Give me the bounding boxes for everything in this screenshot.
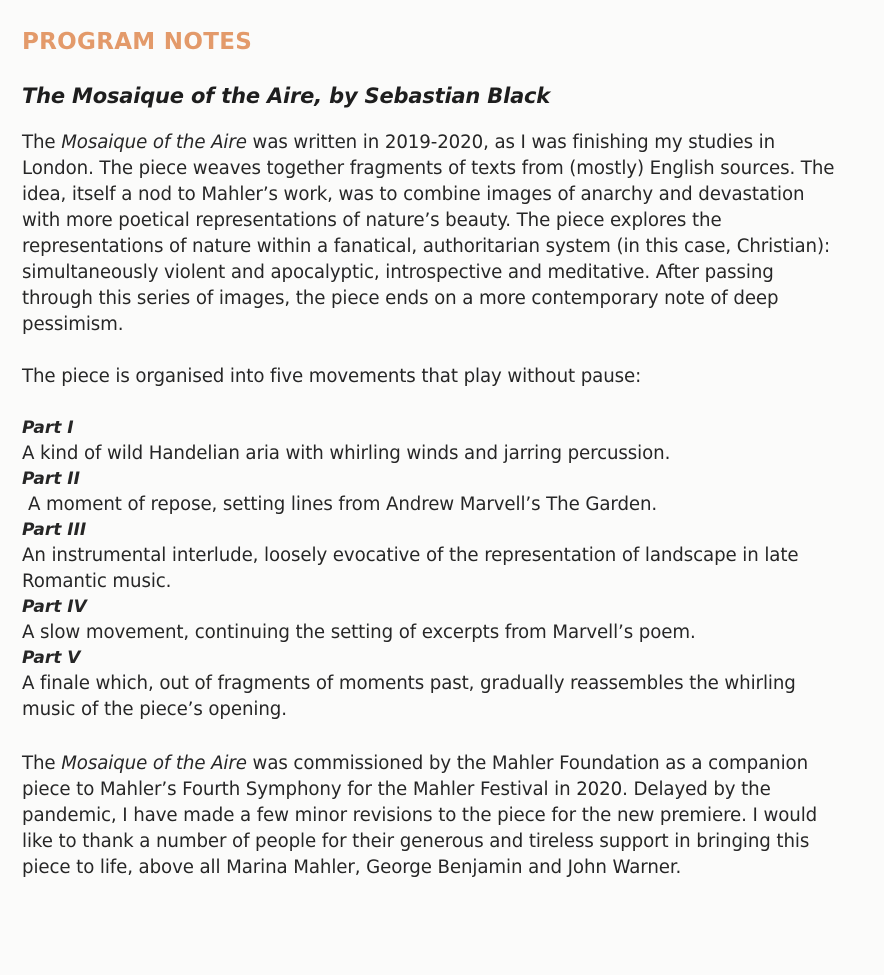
closing-lead: The	[22, 753, 62, 774]
movement-description: An instrumental interlude, loosely evocative of the representation of landscape in late Romantic music.	[22, 545, 799, 592]
closing-work-title: Mosaique of the Aire	[61, 753, 247, 774]
closing-text: was commissioned by the Mahler Foundation as a companion piece to Mahler’s Fourth Symphony for the Mahler Festival in 2020. Delayed by the pandemic, I have made a few minor revisions to the piece for the new premiere. I would like to thank a number of people for their generous and tireless support in bringing this piece to life, above all Marina Mahler, George Benjamin and John Warner.	[22, 753, 818, 878]
piece-title: The Mosaique of the Aire, by Sebastian Black	[22, 84, 551, 108]
movement-item	[22, 518, 844, 595]
intro-work-title: Mosaique of the Aire	[61, 132, 247, 153]
intro-lead: The	[22, 132, 62, 153]
movement-description: A slow movement, continuing the setting of excerpts from Marvell’s poem.	[22, 622, 696, 643]
movement-item	[22, 646, 844, 723]
movement-item	[22, 595, 844, 646]
movement-item	[22, 416, 844, 467]
movement-label: Part III	[22, 520, 87, 540]
movement-description: A kind of wild Handelian aria with whirling winds and jarring percussion.	[22, 443, 671, 464]
movement-label: Part II	[22, 469, 80, 489]
movement-list	[22, 416, 844, 723]
movement-description: A finale which, out of fragments of moments past, gradually reassembles the whirling music of the piece’s opening.	[22, 673, 796, 720]
intro-text: was written in 2019-2020, as I was finishing my studies in London. The piece weaves together fragments of texts from (mostly) English sources. The idea, itself a nod to Mahler’s work, was to combine images of anarchy and devastation with more poetical representations of nature’s beauty. The piece explores the representations of nature within a fanatical, authoritarian system (in this case, Christian): simultaneously violent and apocalyptic, introspective and meditative. After passing through this series of images, the piece ends on a more contemporary note of deep pessimism.	[22, 132, 835, 335]
intro-paragraph	[22, 130, 844, 338]
closing-paragraph	[22, 751, 844, 881]
movement-label: Part I	[22, 418, 74, 438]
movement-label: Part IV	[22, 597, 87, 617]
movement-item	[22, 467, 844, 518]
organisation-paragraph: The piece is organised into five movements that play without pause:	[22, 366, 642, 387]
movement-label: Part V	[22, 648, 81, 668]
section-heading: PROGRAM NOTES	[22, 29, 253, 55]
movement-description: A moment of repose, setting lines from Andrew Marvell’s The Garden.	[28, 494, 658, 515]
